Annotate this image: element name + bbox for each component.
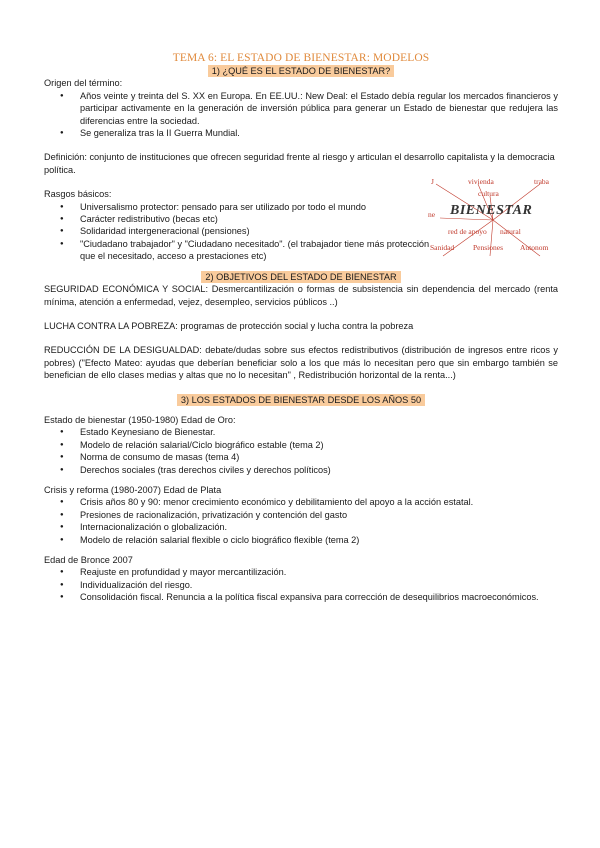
list-item: ● Carácter redistributivo (becas etc) xyxy=(80,213,439,225)
traits-block xyxy=(44,177,558,262)
wordcloud-word: Autonom xyxy=(520,243,549,253)
wordcloud-center-word: BIENESTAR xyxy=(450,203,533,219)
list-item: ● Universalismo protector: pensado para ser utilizado por todo el mundo xyxy=(80,201,439,213)
traits-label: Rasgos básicos: xyxy=(44,189,112,200)
paragraph-seguridad: SEGURIDAD ECONÓMICA Y SOCIAL: Desmercantilización o formas de subsistencia sin dependencia del mercado (renta mínima, atención a enfermedad, vejez, desempleo, servicios públicos ..) xyxy=(44,284,558,307)
wordcloud-word: cultura xyxy=(478,189,499,199)
bronze-age-label: Edad de Bronce 2007 xyxy=(44,555,133,565)
list-item: ● Crisis años 80 y 90: menor crecimiento económico y debilitamiento del apoyo a la acción estatal. xyxy=(80,496,558,508)
wordcloud-word: J xyxy=(431,177,434,187)
wordcloud-word: red de apoyo xyxy=(448,227,487,237)
wordcloud-word: Sanidad xyxy=(430,243,455,253)
silver-age-list xyxy=(44,496,558,546)
silver-age-label: Crisis y reforma (1980-2007) Edad de Plata xyxy=(44,484,222,495)
list-item: ● Norma de consumo de masas (tema 4) xyxy=(80,451,558,463)
wordcloud-word: traba xyxy=(534,177,549,187)
list-item: ● Estado Keynesiano de Bienestar. xyxy=(80,426,558,438)
origin-list xyxy=(44,90,558,140)
list-item: ● Años veinte y treinta del S. XX en Europa. En EE.UU.: New Deal: el Estado debía regular los mercados financieros y participar activamente en la generación de inversión pública para generar un Estado de bienestar que redujera las diferencias entre la sociedad. xyxy=(80,90,558,127)
section-2-heading: 2) OBJETIVOS DEL ESTADO DE BIENESTAR xyxy=(44,271,558,283)
wordcloud-word: natural xyxy=(500,227,521,237)
golden-age-list xyxy=(44,426,558,476)
wordcloud-word: vivienda xyxy=(468,177,494,187)
paragraph-pobreza: LUCHA CONTRA LA POBREZA: programas de protección social y lucha contra la pobreza xyxy=(44,320,414,331)
document-title: TEMA 6: EL ESTADO DE BIENESTAR: MODELOS xyxy=(172,52,430,64)
list-item: ● Individualización del riesgo. xyxy=(80,579,558,591)
traits-list xyxy=(44,201,439,263)
list-item: ● Modelo de relación salarial flexible o ciclo biográfico flexible (tema 2) xyxy=(80,534,558,546)
definition-paragraph: Definición: conjunto de instituciones que ofrecen seguridad frente al riesgo y articulan el desarrollo capitalista y la democracia política. xyxy=(44,152,555,175)
paragraph-desigualdad: REDUCCIÓN DE LA DESIGUALDAD: debate/dudas sobre sus efectos redistributivos (distribución de ingresos entre ricos y pobres) ("Efecto Mateo: ayudas que deberían beneficiar solo a los que más lo necesitan pero que sin embargo también se benefician de ello clases medias y altas que no lo necesitan" , Redistribución horizontal de la renta...) xyxy=(44,345,558,381)
list-item: ● Consolidación fiscal. Renuncia a la política fiscal expansiva para corrección de desequilibrios macroeconómicos. xyxy=(80,591,558,603)
list-item: ● Modelo de relación salarial/Ciclo biográfico estable (tema 2) xyxy=(80,439,558,451)
list-item: ● Presiones de racionalización, privatización y contención del gasto xyxy=(80,509,558,521)
wordcloud-word: ne xyxy=(428,210,436,220)
list-item: ● Solidaridad intergeneracional (pensiones) xyxy=(80,225,439,237)
list-item: ● Reajuste en profundidad y mayor mercantilización. xyxy=(80,566,558,578)
origin-label: Origen del término: xyxy=(44,78,123,89)
list-item: ● Internacionalización o globalización. xyxy=(80,521,558,533)
list-item: ● Derechos sociales (tras derechos civiles y derechos políticos) xyxy=(80,464,558,476)
list-item: ● Se generaliza tras la II Guerra Mundial. xyxy=(80,127,558,139)
section-1-heading: 1) ¿QUÉ ES EL ESTADO DE BIENESTAR? xyxy=(44,65,558,77)
section-3-heading: 3) LOS ESTADOS DE BIENESTAR DESDE LOS AÑOS 50 xyxy=(44,394,558,406)
list-item: ● "Ciudadano trabajador" y "Ciudadano necesitado". (el trabajador tiene más protección que el necesitado, acceso a prestaciones etc) xyxy=(80,238,439,263)
golden-age-label: Estado de bienestar (1950-1980) Edad de Oro: xyxy=(44,414,236,425)
document-page xyxy=(44,52,558,604)
bronze-age-list xyxy=(44,566,558,603)
bienestar-wordcloud-image xyxy=(428,178,558,263)
wordcloud-word: Pensiones xyxy=(473,243,503,253)
